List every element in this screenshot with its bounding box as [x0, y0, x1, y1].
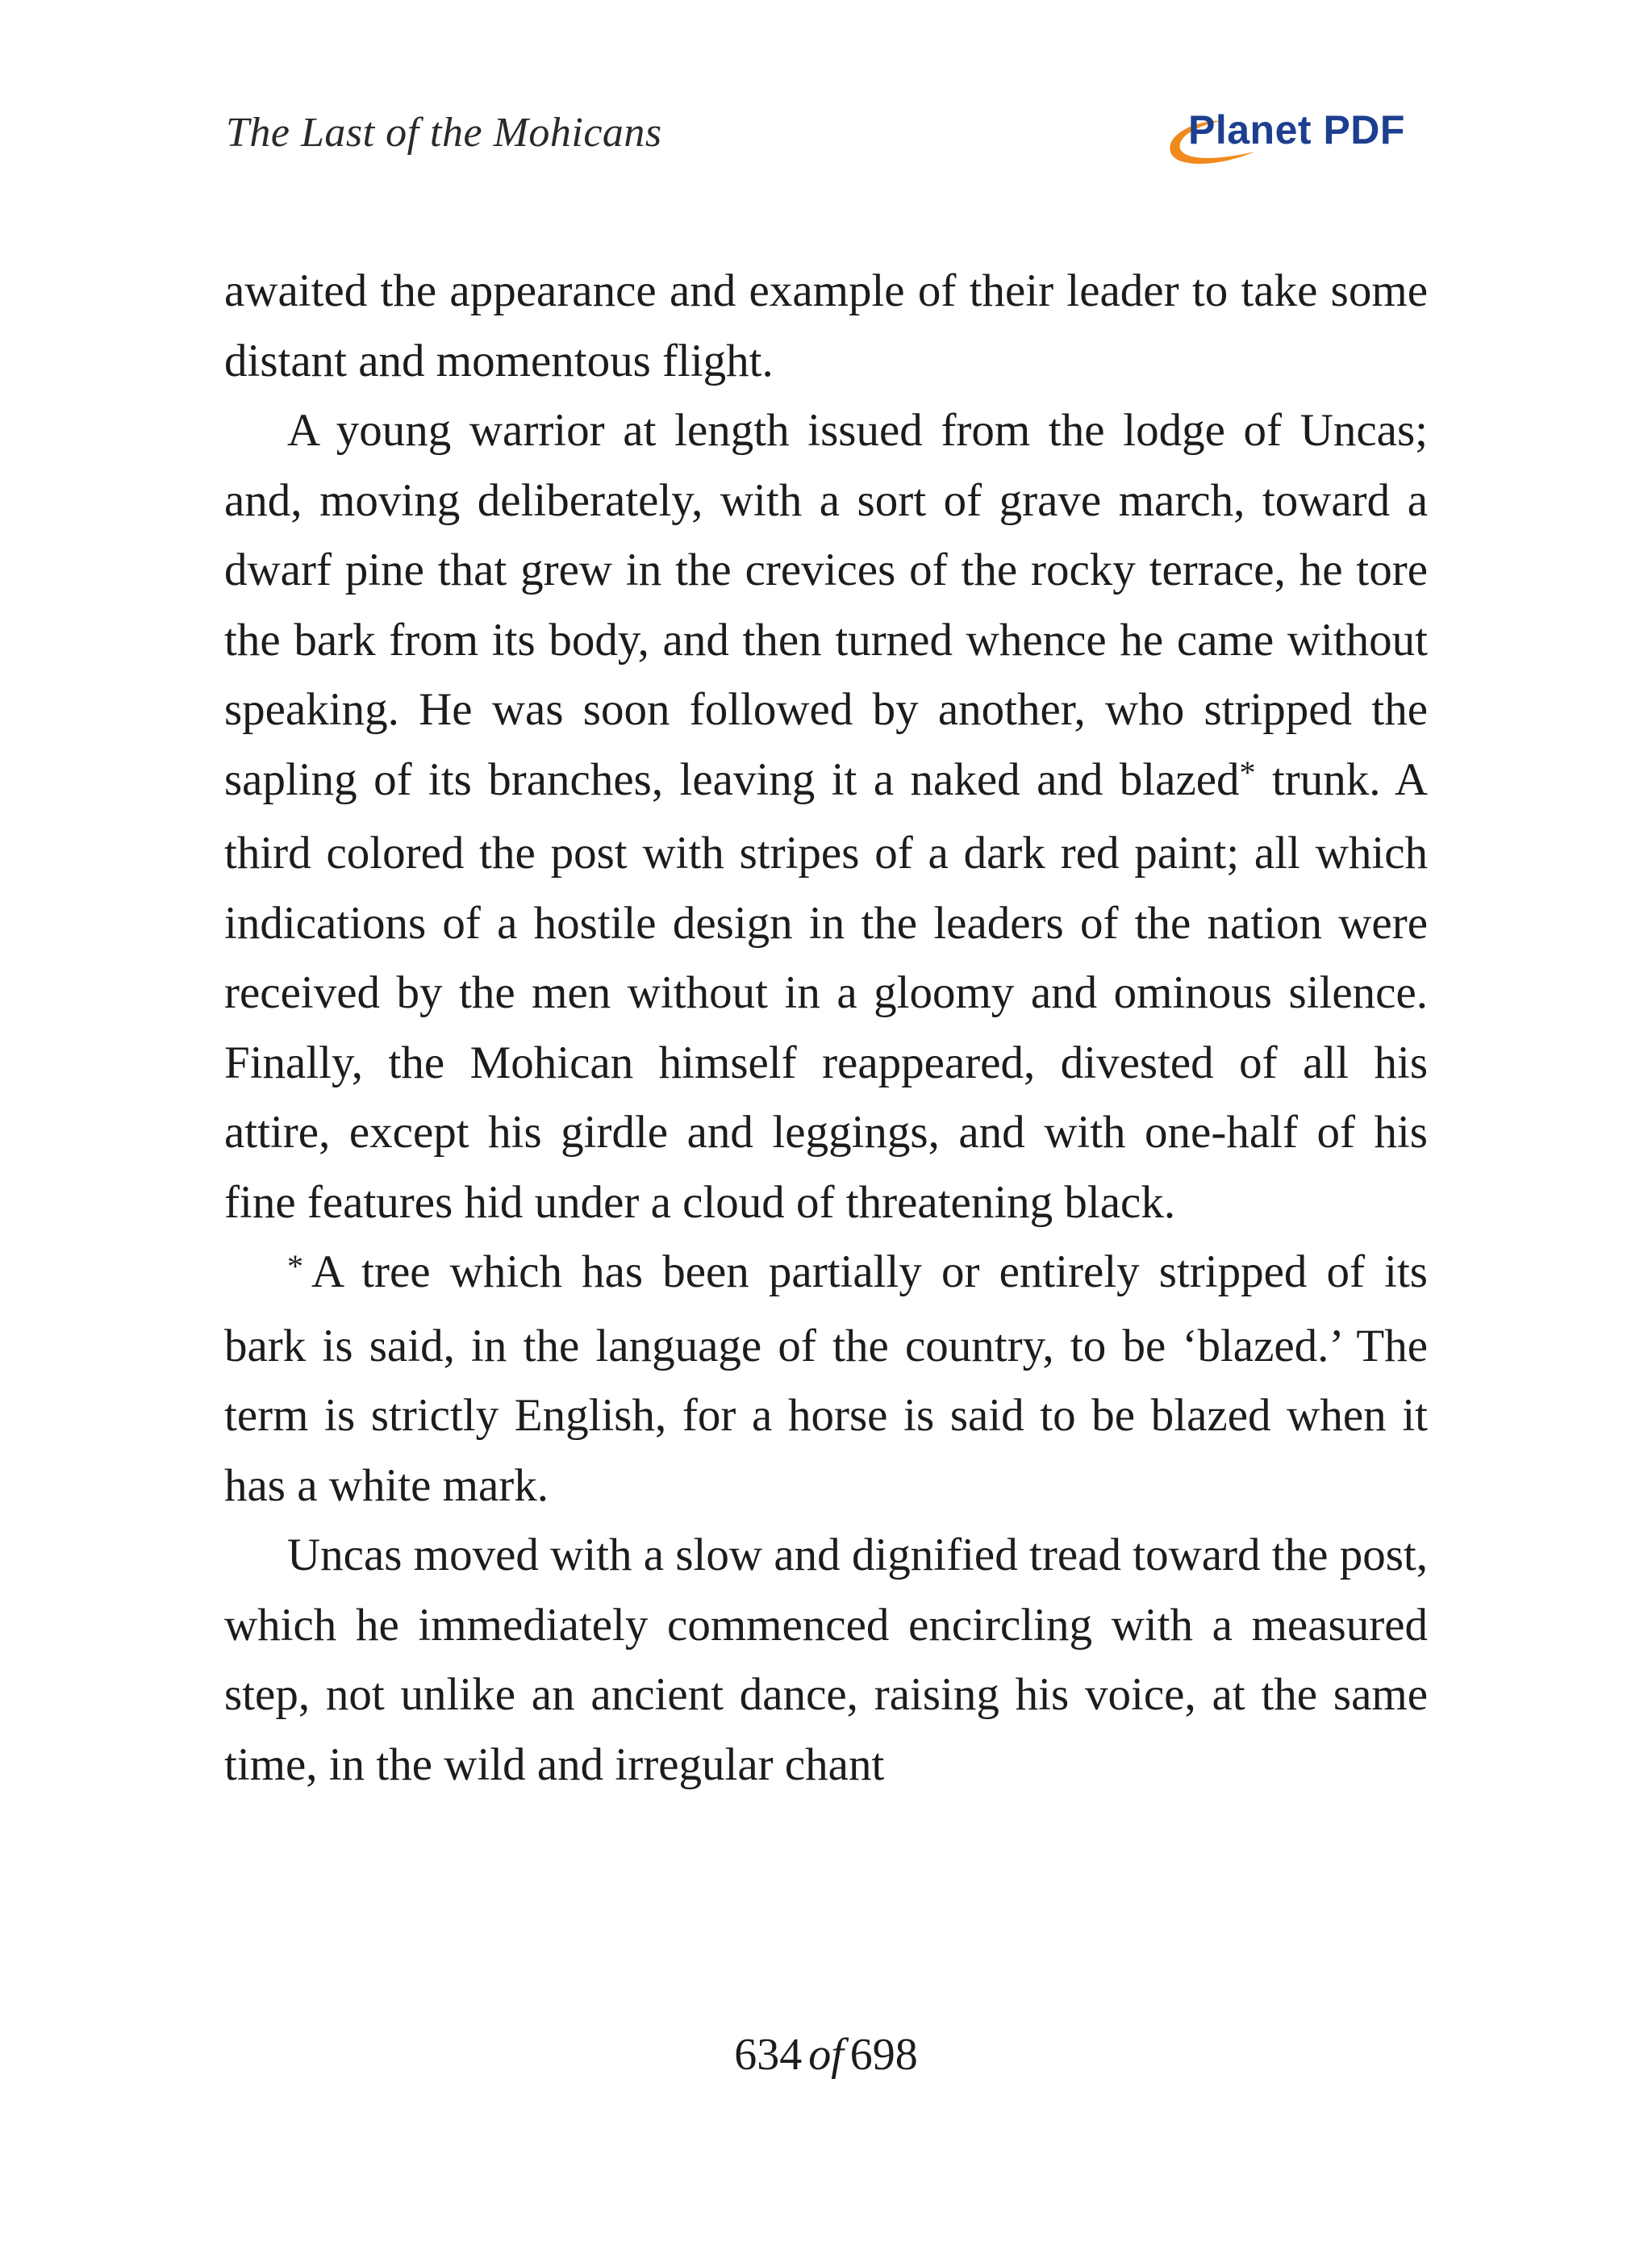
footnote-text: A tree which has been partially or entirely stripped of its bark is said, in the language of the country, to be ‘blazed.’ The term is strictly English, for a horse is said to be blazed when it has a white mark.	[224, 1246, 1428, 1511]
footnote-star-icon: *	[287, 1248, 303, 1284]
footnote	[224, 1238, 1428, 1521]
page-number	[0, 2029, 1652, 2081]
paragraph: Uncas moved with a slow and dignified tread toward the post, which he immediately commenced encircling with a measured step, not unlike an ancient dance, raising his voice, at the same time, in the wild and irregular chant	[224, 1530, 1428, 1790]
page-current: 634	[734, 2030, 803, 2080]
planet-pdf-logo[interactable]	[1166, 102, 1424, 174]
footnote-marker-icon[interactable]: *	[1239, 753, 1256, 791]
page-of: of	[808, 2030, 844, 2080]
paragraph-continuation: awaited the appearance and example of their leader to take some distant and momentous flight.	[224, 265, 1428, 386]
paragraph-text-part2: trunk. A third colored the post with stripes of a dark red paint; all which indications of a hostile design in the leaders of the nation were received by the men without in a gloomy and ominous silence. Finally, the Mohican himself reappeared, divested of all his attire, except his girdle and leggings, and with one-half of his fine features hid under a cloud of threatening black.	[224, 753, 1428, 1228]
paragraph	[224, 396, 1428, 1238]
page-total: 698	[849, 2030, 918, 2080]
book-text	[224, 257, 1428, 1800]
running-header-title: The Last of the Mohicans	[226, 110, 662, 156]
logo-text: Planet PDF	[1188, 107, 1405, 152]
paragraph-text-part1: A young warrior at length issued from the lodge of Uncas; and, moving deliberately, with a sort of grave march, toward a dwarf pine that grew in the crevices of the rocky terrace, he tore the bark from its body, and then turned whence he came without speaking. He was soon followed by another, who stripped the sapling of its branches, leaving it a naked and blazed	[224, 405, 1428, 805]
